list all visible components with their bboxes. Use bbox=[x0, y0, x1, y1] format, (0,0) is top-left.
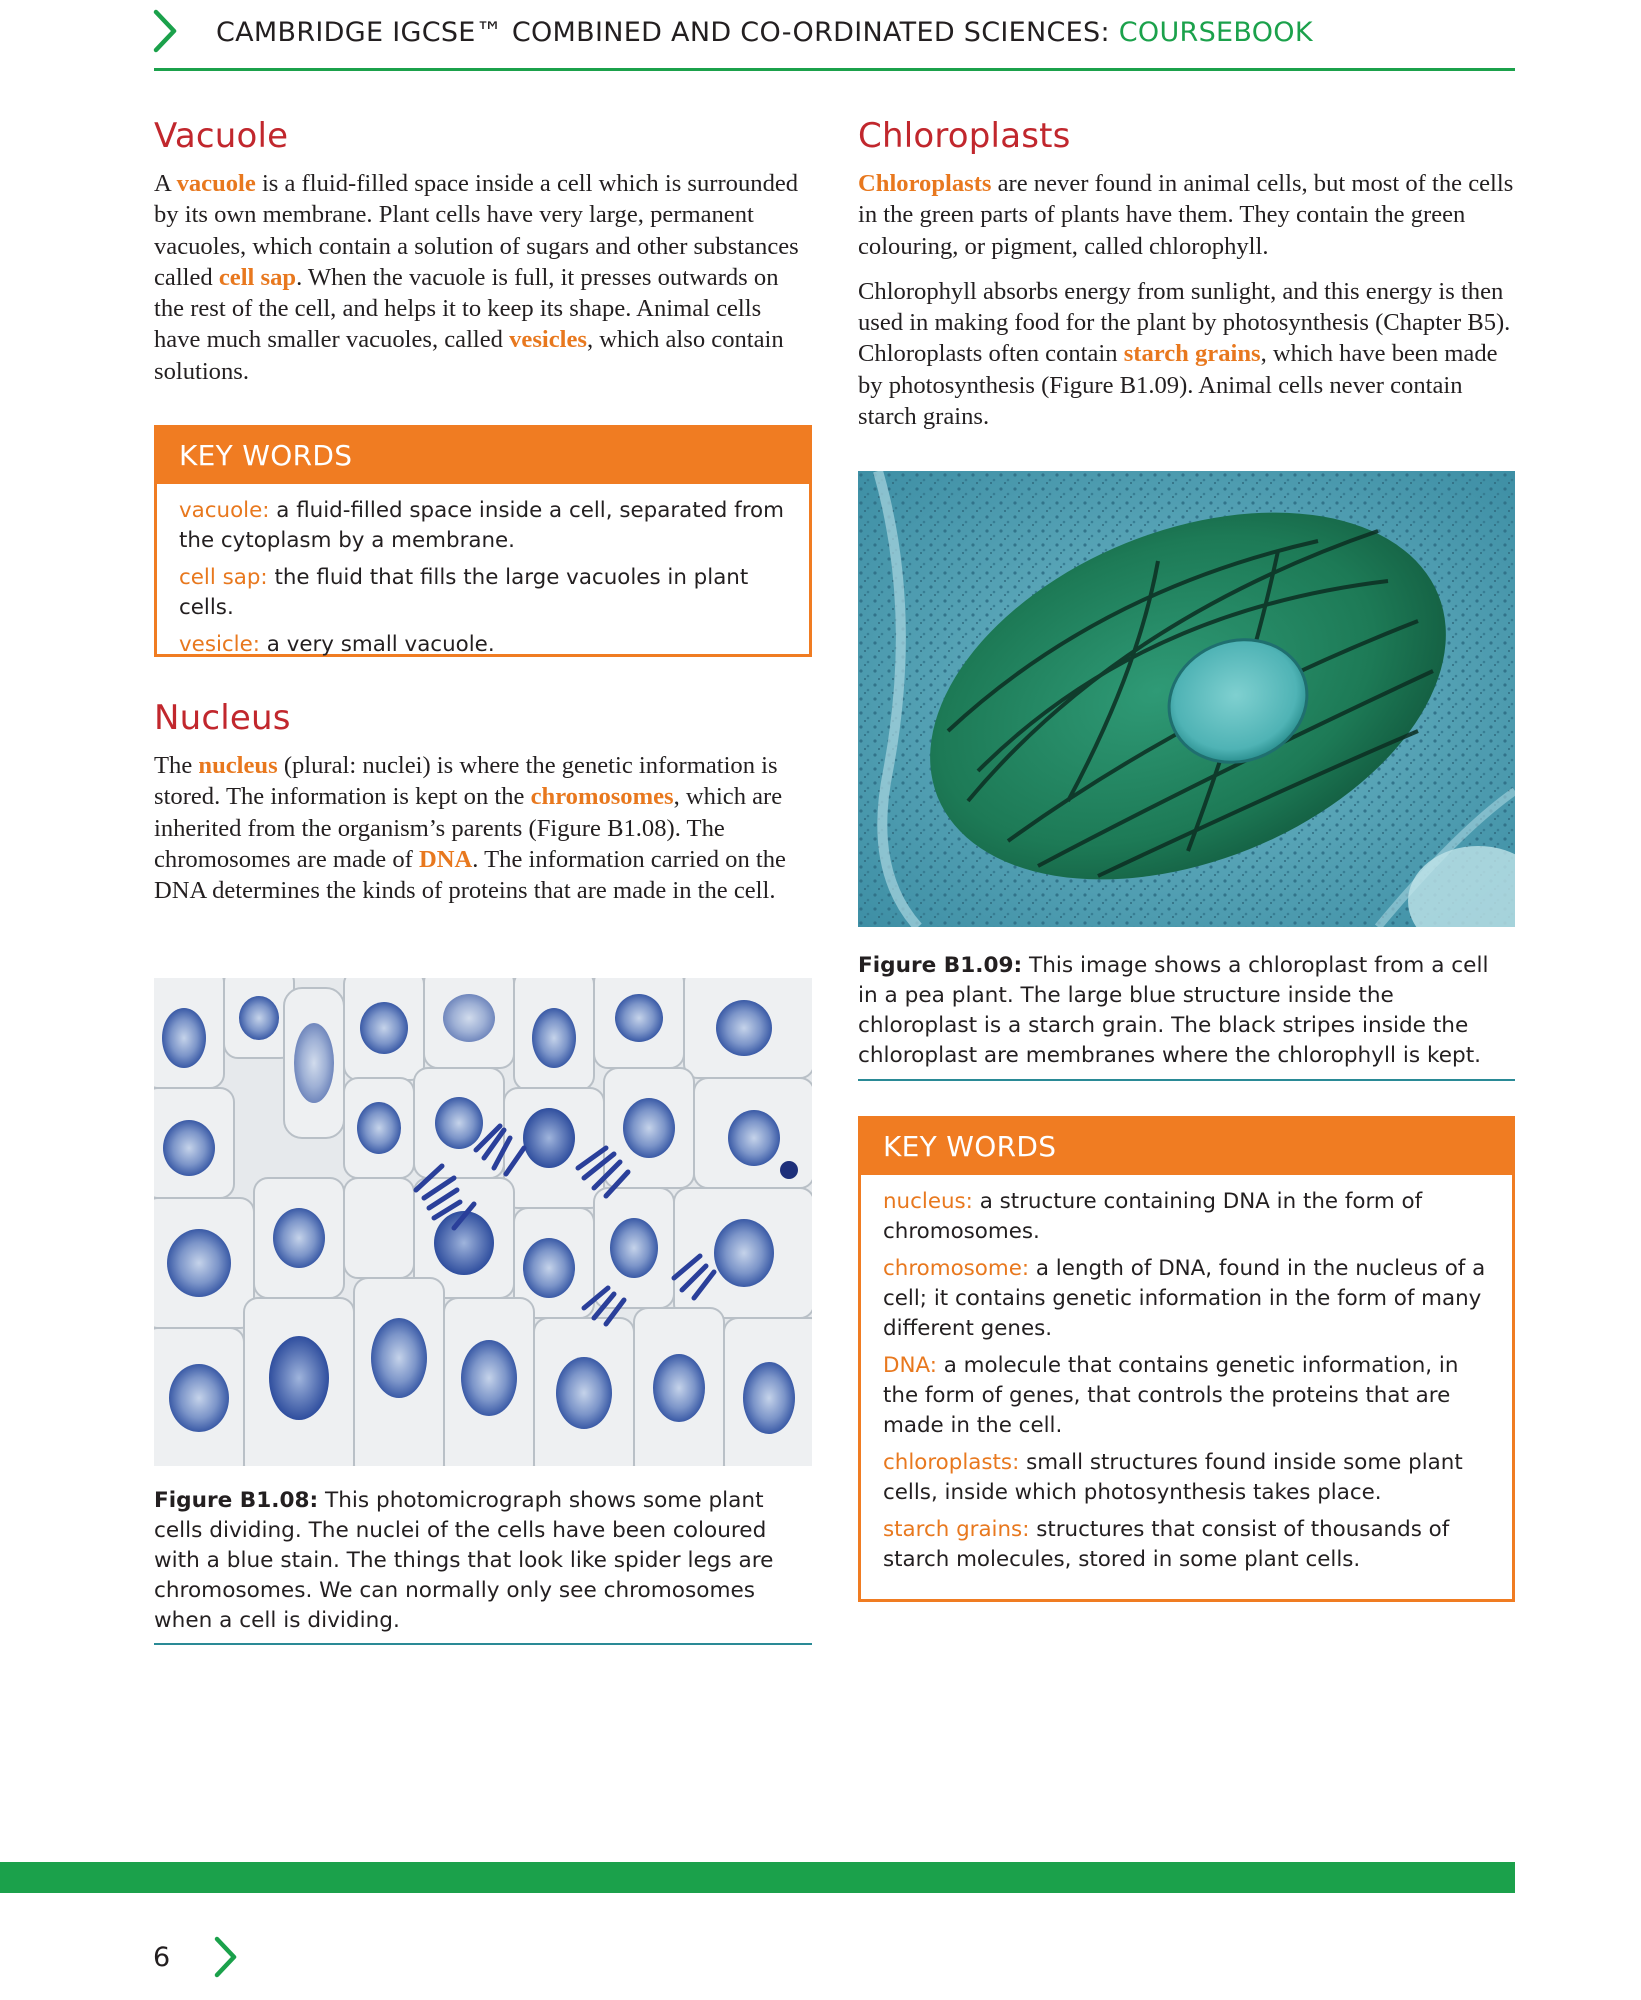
figure-b1-08-label: Figure B1.08: bbox=[154, 1488, 319, 1513]
header-title: CAMBRIDGE IGCSE™ COMBINED AND CO-ORDINATED SCIENCES: bbox=[216, 17, 1110, 48]
nucleus-paragraph: The nucleus (plural: nuclei) is where the genetic information is stored. The information is kept on the chromosomes, which are inherited from the organism’s parents (Figure B1.08). The chromosomes are made of DNA. The information carried on the DNA determines the kinds of proteins that are made in the cell. bbox=[154, 752, 786, 905]
chloroplasts-paragraph-2: Chlorophyll absorbs energy from sunlight, and this energy is then used in making food for the plant by photosynthesis (Chapter B5). Chloroplasts often contain starch grains, which have been made by photosynthesis (Figure B1.09). Animal cells never contain starch grains. bbox=[858, 277, 1511, 431]
definition-chromosome: chromosome: a length of DNA, found in the nucleus of a cell; it contains genetic information in the form of many different genes. bbox=[883, 1256, 1486, 1341]
definition-nucleus: nucleus: a structure containing DNA in the form of chromosomes. bbox=[883, 1189, 1423, 1244]
page-number: 6 bbox=[153, 1942, 171, 1973]
nucleus-section bbox=[154, 698, 812, 906]
definition-starch-grains: starch grains: structures that consist of thousands of starch molecules, stored in some plant cells. bbox=[883, 1517, 1450, 1572]
chevron-right-icon bbox=[212, 1935, 240, 1979]
keyword-cell-sap: cell sap bbox=[218, 263, 297, 291]
definition-cell-sap: cell sap: the fluid that fills the large vacuoles in plant cells. bbox=[179, 565, 749, 620]
figure-b1-09-photo bbox=[858, 471, 1515, 927]
chevron-right-icon bbox=[150, 8, 180, 54]
chloroplasts-paragraph-1: Chloroplasts are never found in animal cells, but most of the cells in the green parts of plants have them. They contain the green colouring, or pigment, called chlorophyll. bbox=[858, 170, 1514, 260]
figure-b1-08-photo bbox=[154, 978, 812, 1466]
key-words-title: KEY WORDS bbox=[861, 1119, 1512, 1175]
chloroplasts-heading: Chloroplasts bbox=[858, 116, 1071, 156]
definition-dna: DNA: a molecule that contains genetic information, in the form of genes, that controls the proteins that are made in the cell. bbox=[883, 1353, 1459, 1438]
footer-bar bbox=[0, 1862, 1515, 1893]
nucleus-heading: Nucleus bbox=[154, 698, 291, 738]
chloroplasts-section bbox=[858, 116, 1516, 432]
keyword-vacuole: vacuole bbox=[176, 170, 256, 197]
keyword-vesicles: vesicles bbox=[509, 326, 587, 354]
vacuole-heading: Vacuole bbox=[154, 116, 289, 156]
header-title-accent: COURSEBOOK bbox=[1118, 17, 1313, 48]
caption-rule bbox=[154, 1643, 812, 1645]
keyword-starch-grains: starch grains bbox=[1123, 340, 1261, 368]
definition-chloroplasts: chloroplasts: small structures found inside some plant cells, inside which photosynthesis takes place. bbox=[883, 1450, 1463, 1505]
definition-vesicle: vesicle: a very small vacuole. bbox=[179, 632, 495, 657]
keyword-dna: DNA bbox=[418, 845, 473, 873]
figure-b1-09-label: Figure B1.09: bbox=[858, 953, 1023, 978]
keyword-chloroplasts: Chloroplasts bbox=[858, 170, 992, 197]
key-words-box-nucleus bbox=[858, 1116, 1515, 1602]
key-words-box-vacuole bbox=[154, 425, 812, 657]
figure-b1-08-caption: Figure B1.08: This photomicrograph shows some plant cells dividing. The nuclei of the cells have been coloured with a blue stain. The things that look like spider legs are chromosomes. We can normally only see chromosomes when a cell is dividing. bbox=[154, 1488, 774, 1633]
vacuole-section bbox=[154, 116, 812, 387]
figure-b1-09-caption: Figure B1.09: This image shows a chloroplast from a cell in a pea plant. The large blue structure inside the chloroplast is a starch grain. The black stripes inside the chloroplast are membranes where the chlorophyll is kept. bbox=[858, 953, 1489, 1068]
header-rule bbox=[154, 68, 1515, 71]
caption-rule bbox=[858, 1079, 1515, 1081]
definition-vacuole: vacuole: a fluid-filled space inside a cell, separated from the cytoplasm by a membrane. bbox=[179, 498, 784, 553]
key-words-title: KEY WORDS bbox=[157, 428, 809, 484]
keyword-chromosomes: chromosomes bbox=[530, 783, 674, 811]
keyword-nucleus: nucleus bbox=[198, 752, 278, 779]
vacuole-paragraph: A vacuole is a fluid-filled space inside a cell which is surrounded by its own membrane. Plant cells have very large, permanent vacuoles, which contain a solution of sugars and other substances called cell sap. When the vacuole is full, it presses outwards on the rest of the cell, and helps it to keep its shape. Animal cells have much smaller vacuoles, called vesicles, which also contain solutions. bbox=[154, 170, 799, 385]
running-header bbox=[216, 17, 1313, 48]
